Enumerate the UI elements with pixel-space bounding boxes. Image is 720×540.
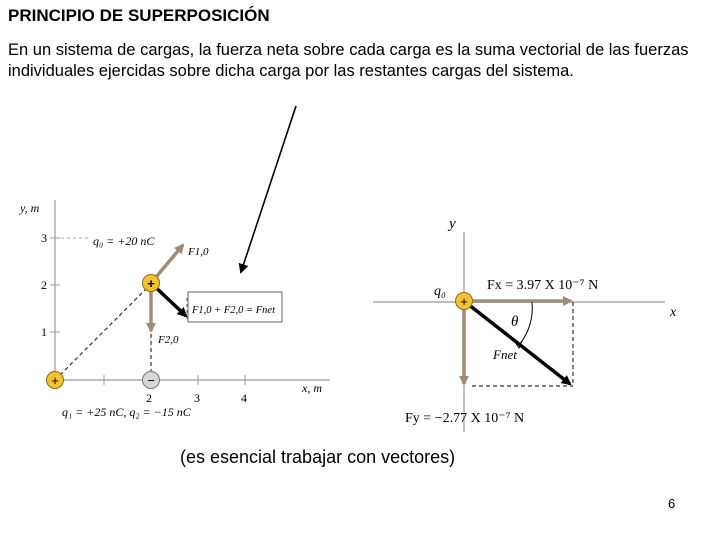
- left-x-tick: 2: [146, 391, 152, 405]
- charges-label: q₁ = +25 nC, q₂ = −15 nC: [62, 405, 191, 419]
- fy-label: Fy = −2.77 X 10⁻⁷ N: [405, 411, 525, 426]
- svg-text:+: +: [51, 373, 59, 388]
- svg-text:+: +: [460, 294, 468, 309]
- f10-label: F1,0: [188, 246, 209, 258]
- charge-q0: [143, 275, 160, 292]
- fx-label: Fx = 3.97 X 10⁻⁷ N: [487, 278, 599, 293]
- right-y-axis-label: y: [449, 216, 456, 232]
- page-number: 6: [668, 496, 676, 511]
- right-diagram: [373, 216, 677, 432]
- right-x-axis-label: x: [670, 305, 677, 320]
- theta-label: θ: [511, 314, 519, 330]
- left-y-tick: 2: [41, 278, 47, 292]
- left-x-tick: 4: [241, 391, 247, 405]
- fnet-label-right: Fnet: [493, 347, 517, 362]
- sum-label: F1,0 + F2,0 = Fnet: [192, 305, 275, 316]
- left-y-axis-label: y, m: [20, 201, 40, 215]
- theta-arc: [519, 302, 532, 345]
- left-y-tick: 3: [41, 231, 47, 245]
- q0-label-right: q₀: [434, 284, 446, 299]
- slide-caption: (es esencial trabajar con vectores): [180, 447, 456, 467]
- svg-text:+: +: [147, 276, 155, 291]
- charge-q1: [47, 372, 64, 389]
- charge-q0-right: [456, 293, 473, 310]
- q0-label: q₀ = +20 nC: [93, 234, 155, 248]
- f20-label: F2,0: [158, 334, 179, 346]
- left-y-tick: 1: [41, 325, 47, 339]
- charge-q2: [143, 372, 160, 389]
- svg-text:−: −: [147, 373, 155, 388]
- left-x-tick: 3: [194, 391, 200, 405]
- left-diagram: [19, 200, 330, 419]
- pointer-arrow: [241, 106, 296, 272]
- slide-body-text: En un sistema de cargas, la fuerza neta sobre cada carga es la suma vectorial de las fuerzas individuales ejercidas sobre dicha carga por las restantes cargas del sistema.: [8, 41, 689, 80]
- left-x-axis-label: x, m: [302, 381, 322, 395]
- slide-title: PRINCIPIO DE SUPERPOSICIÓN: [8, 6, 270, 25]
